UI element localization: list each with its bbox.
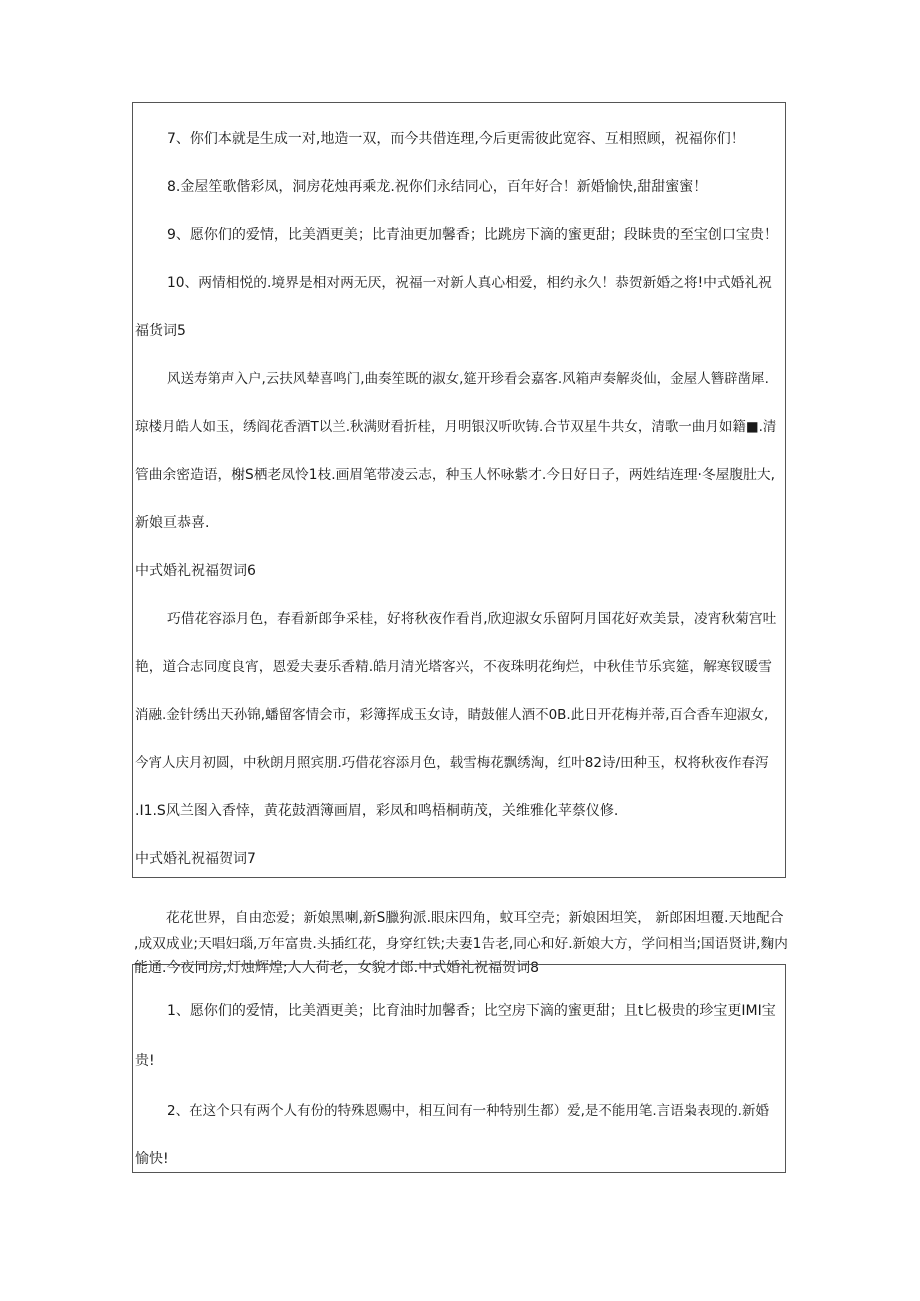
wish-10-line2: 福货词5	[135, 323, 186, 339]
wish-2-line1: 2、在这个只有两个人有份的特殊恩赐中，相互间有一种特别生都）爱,是不能用笔.言语枭表现的.新婚	[167, 1103, 769, 1119]
section-heading-6: 中式婚礼祝福贺词6	[135, 563, 256, 579]
wish-1-line1: 1、愿你们的爱情，比美酒更美；比育油时加馨香；比空房下滴的蜜更甜；且t匕极贵的珍宝更IMI宝	[167, 1003, 776, 1019]
poem5-line4: 新娘亘恭喜.	[135, 515, 210, 531]
wish-7: 7、你们本就是生成一对,地造一双，而今共借连理,今后更需彼此宽容、互相照顾，祝福你们！	[167, 131, 745, 147]
wish-9: 9、愿你们的爱情，比美酒更美；比青油更加馨香；比跳房下滴的蜜更甜；段眛贵的至宝创口宝贵！	[167, 227, 778, 243]
middle-line3: 能通.今夜同房,灯烛辉煌;人人荷老，女貌才郎.中式婚礼祝福贺词8	[134, 960, 539, 976]
wish-2-line2: 愉快!	[135, 1151, 169, 1167]
content-box-bottom	[132, 964, 786, 1173]
poem5-line1: 风送寿第声入户,云扶风辇喜鸣门,曲奏笙既的淑女,筵开珍看会嘉客.风箱声奏解炎仙，金屋人簪辟凿犀.	[167, 371, 769, 387]
section-heading-7: 中式婚礼祝福贺词7	[135, 851, 256, 867]
wish-1-line2: 贵!	[135, 1053, 155, 1069]
wish-8: 8.金屋笙歌偕彩凤，洞房花烛再乘龙.祝你们永结同心，百年好合！新婚愉快,甜甜蜜蜜！	[167, 179, 708, 195]
middle-line2: ,成双成业;天唱妇瑙,万年富贵.头插红花，身穿红铁;夫妻1告老,同心和好.新娘大方，学问相当;国语贤讲,麴内	[134, 936, 788, 952]
poem6-line2: 艳，道合志同度良宵，恩爱夫妻乐香精.皓月清光塔客兴，不夜珠明花绚烂，中秋佳节乐宾筵，解寒钗暖雪	[135, 659, 772, 675]
poem6-line3: 消融.金针绣出天孙锦,蟠留客情会市，彩簿挥成玉女诗，睛鼓催人酒不0B.此日开花梅并蒂,百合香车迎淑女,	[135, 707, 769, 723]
poem5-line3: 管曲余密造语，榭S栖老凤怜1枝.画眉笔带凌云志，种玉人怀咏紫才.今日好日子，两姓结连理·冬屋腹肚大,	[135, 467, 775, 483]
poem6-line5: .I1.S风兰图入香悻，黄花鼓酒簿画眉，彩凤和鸣梧桐萌茂，关维雅化苹蔡仪修.	[135, 803, 619, 819]
middle-line1: 花花世界，自由恋爱；新娘黑喇,新S臘狗派.眼床四角，蚊耳空壳；新娘困坦笑， 新郎困坦覆.天地配合	[166, 910, 784, 926]
poem6-line4: 今宵人庆月初圆，中秋朗月照宾朋.巧借花容添月色，载雪梅花飘绣淘，红叶82诗/田种玉，权将秋夜作春泻	[135, 755, 769, 771]
poem5-line2: 琼楼月皓人如玉，绣阎花香酒T以兰.秋满财看折桂，月明银汉听吹铸.合节双星牛共女，清歌一曲月如籍■.清	[135, 419, 777, 435]
wish-10-line1: 10、两情相悦的.境界是相对两无厌，祝福一对新人真心相爱，相约永久！恭贺新婚之将!中式婚礼祝	[167, 275, 772, 291]
content-box-top	[132, 102, 786, 878]
poem6-line1: 巧借花容添月色，春看新郎争采桂，好将秋夜作看肖,欣迎淑女乐留阿月国花好欢美景，凌宵秋菊宫吐	[167, 611, 777, 627]
